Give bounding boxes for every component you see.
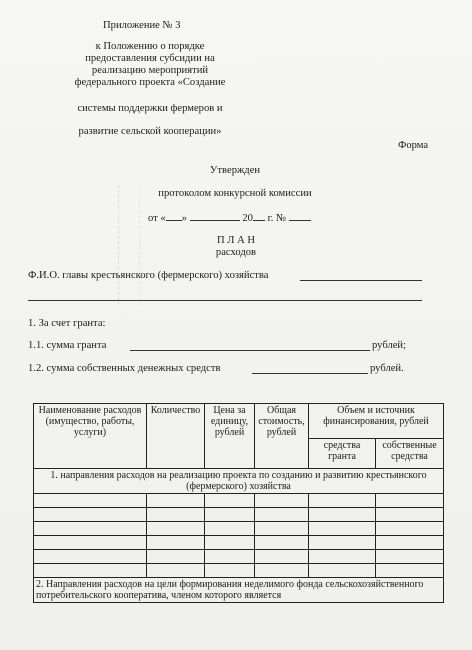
table-row: [34, 508, 444, 522]
header-line-6: развитие сельской кооперации»: [78, 126, 222, 137]
date-year: 20: [242, 213, 253, 224]
header-line-2: предоставления субсидии на: [85, 53, 215, 64]
grant-amount-unit: рублей;: [372, 340, 407, 351]
section-1-heading: 1. За счет гранта:: [28, 318, 106, 329]
header-total: Общая стоимость, рублей: [255, 404, 309, 469]
header-grant-funds: средства гранта: [309, 439, 376, 469]
protocol-label: протоколом конкурсной комиссии: [158, 188, 312, 199]
month-blank: [190, 211, 240, 221]
header-quantity: Количество: [147, 404, 205, 469]
section-1-row: [34, 469, 444, 494]
fio-blank-continued: [28, 300, 422, 301]
table-row: [34, 494, 444, 508]
table-row: [34, 536, 444, 550]
number-blank: [289, 211, 311, 221]
own-funds-unit: рублей.: [370, 363, 404, 374]
header-own-funds: собственные средства: [376, 439, 444, 469]
table-row: [34, 550, 444, 564]
own-funds-label: 1.2. сумма собственных денежных средств: [28, 363, 221, 374]
header-line-5: системы поддержки фермеров и: [77, 103, 223, 114]
approval-date-line: [148, 211, 311, 225]
plan-title: П Л А Н: [216, 235, 256, 246]
plan-subtitle: расходов: [215, 247, 257, 258]
header-source: Объем и источник финансирования, рублей: [309, 404, 444, 439]
year-blank: [253, 211, 265, 221]
grant-amount-blank: [130, 350, 370, 351]
appendix-number: Приложение № 3: [103, 20, 181, 31]
table-row: [34, 564, 444, 578]
date-suffix: г. №: [267, 213, 287, 224]
table-header-row: [34, 404, 444, 439]
table-section-2-title: 2. Направления расходов на цели формирования неделимого фонда сельскохозяйственного потребительского кооператива, членом которого является: [34, 578, 444, 603]
header-price: Цена за единицу, рублей: [205, 404, 255, 469]
header-line-1: к Положению о порядке: [95, 41, 205, 52]
date-prefix: от «: [148, 213, 166, 224]
date-mid: »: [181, 213, 188, 224]
day-blank: [166, 211, 182, 221]
header-line-3: реализацию мероприятий: [91, 65, 209, 76]
expense-plan-table: [33, 403, 444, 603]
table-row: [34, 522, 444, 536]
form-label: Форма: [398, 140, 429, 151]
header-line-4: федерального проекта «Создание: [74, 77, 226, 88]
own-funds-blank: [252, 373, 368, 374]
fio-blank: [300, 280, 422, 281]
approved-label: Утвержден: [209, 165, 261, 176]
fio-label: Ф.И.О. главы крестьянского (фермерского) хозяйства: [28, 270, 269, 281]
table-section-1-title: 1. направления расходов на реализацию проекта по созданию и развитию крестьянского (фермерского) хозяйства: [34, 469, 444, 494]
header-name: Наименование расходов (имущество, работы, услуги): [34, 404, 147, 469]
grant-amount-label: 1.1. сумма гранта: [28, 340, 107, 351]
section-2-row: [34, 578, 444, 603]
bleed-through-shadow: [118, 185, 140, 305]
